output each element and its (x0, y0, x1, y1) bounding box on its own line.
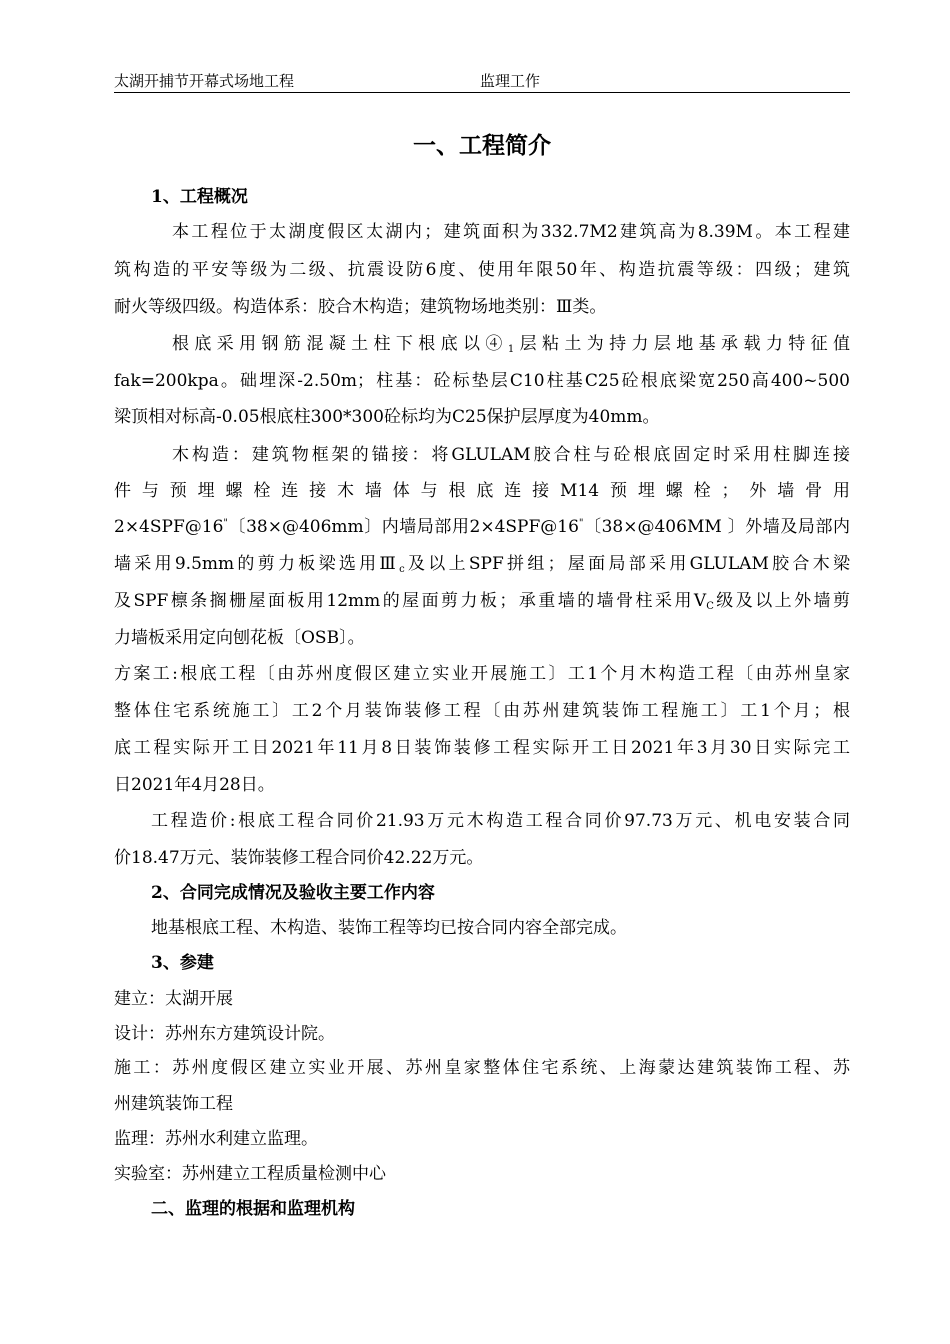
participant-line: 实验室：苏州建立工程质量检测中心 (114, 1164, 386, 1184)
paragraph-line: 整体住宅系统施工〕工2个月装饰装修工程〔由苏州建筑装饰工程施工〕工1个月；根 (114, 701, 850, 721)
header-section-name: 监理工作 (480, 72, 541, 90)
page-title: 一、工程简介 (413, 132, 551, 159)
participant-line: 施工：苏州度假区建立实业开展、苏州皇家整体住宅系统、上海蒙达建筑装饰工程、苏 (114, 1058, 850, 1078)
paragraph-line: 墙采用9.5mm的剪力板梁选用$Ⅲ_c$及以上SPF拼组；屋面局部采用GLULAM胶合木梁 (114, 554, 850, 575)
paragraph-line: 日2021年4月28日。 (114, 775, 275, 795)
paragraph-line: 力墙板采用定向刨花板〔OSB〕。 (114, 628, 365, 648)
paragraph-line: 本工程位于太湖度假区太湖内；建筑面积为332.7M2建筑高为8.39M。本工程建 (172, 222, 850, 242)
paragraph-line: 件与预埋螺栓连接木墙体与根底连接M14预埋螺栓；外墙骨用 (114, 481, 850, 501)
paragraph-line: 及SPF檩条搁栅屋面板用12mm的屋面剪力板；承重墙的墙骨柱采用$V_C$级及以上外墙剪 (114, 591, 850, 612)
paragraph-line: 根底采用钢筋混凝土柱下根底以$④_1$层粘土为持力层地基承载力特征值 (172, 334, 850, 355)
paragraph-line: 耐火等级四级。构造体系：胶合木构造；建筑物场地类别：Ⅲ类。 (114, 297, 607, 317)
paragraph-line: 梁顶相对标高-0.05根底柱300*300砼标均为C25保护层厚度为40mm。 (114, 407, 660, 427)
paragraph-line: 工程造价:根底工程合同价21.93万元木构造工程合同价97.73万元、机电安装合同 (151, 811, 850, 831)
paragraph-line: 2×4SPF@16"〔38×@406mm〕内墙局部用2×4SPF@16"〔38×@406MM 〕外墙及局部内 (114, 517, 851, 537)
paragraph-line: 价18.47万元、装饰装修工程合同价42.22万元。 (114, 848, 484, 868)
next-section-heading: 二、监理的根据和监理机构 (151, 1199, 355, 1219)
section-2-heading: 2、合同完成情况及验收主要工作内容 (151, 883, 435, 903)
participant-line: 监理：苏州水利建立监理。 (114, 1129, 318, 1149)
paragraph-line: 筑构造的平安等级为二级、抗震设防6度、使用年限50年、构造抗震等级：四级；建筑 (114, 260, 850, 280)
paragraph-line: 木构造：建筑物框架的锚接：将GLULAM胶合柱与砼根底固定时采用柱脚连接 (172, 445, 850, 465)
paragraph-line: 方案工:根底工程〔由苏州度假区建立实业开展施工〕工1个月木构造工程〔由苏州皇家 (114, 664, 850, 684)
header-project-name: 太湖开捕节开幕式场地工程 (114, 72, 295, 90)
paragraph-line: 底工程实际开工日2021年11月8日装饰装修工程实际开工日2021年3月30日实际完工 (114, 738, 850, 758)
participant-line: 建立：太湖开展 (114, 989, 233, 1009)
page-header (114, 68, 850, 93)
participant-line: 设计：苏州东方建筑设计院。 (114, 1024, 335, 1044)
participant-line: 州建筑装饰工程 (114, 1094, 233, 1114)
section-3-heading: 3、参建 (151, 953, 214, 973)
paragraph-line: 地基根底工程、木构造、装饰工程等均已按合同内容全部完成。 (151, 918, 627, 938)
section-1-heading: 1、工程概况 (151, 187, 248, 207)
paragraph-line: fak=200kpa。础埋深-2.50m；柱基：砼标垫层C10柱基C25砼根底梁宽250高400~500 (114, 371, 850, 391)
